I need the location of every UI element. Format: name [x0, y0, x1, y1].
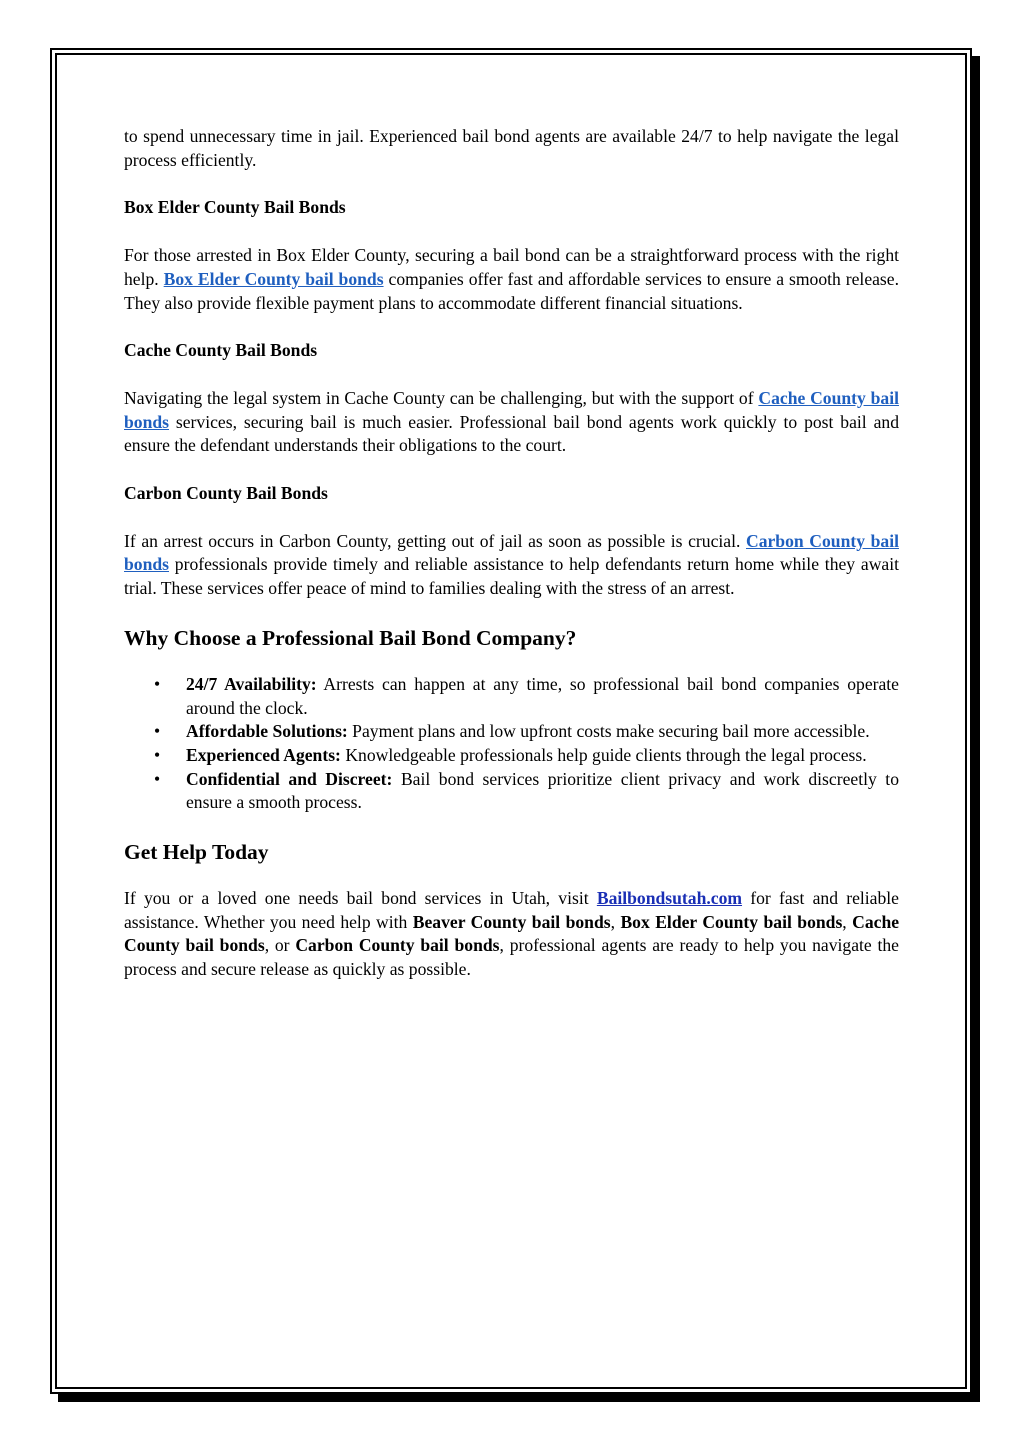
features-list [124, 673, 899, 815]
list-item-text: Bail bond services prioritize client privacy and work discreetly to ensure a smooth process. [186, 768, 899, 813]
carbon-text-after: professionals provide timely and reliable assistance to help defendants return home while they await trial. These services offer peace of mind to families dealing with the stress of an arrest. [124, 554, 899, 599]
carbon-heading: Carbon County Bail Bonds [124, 483, 328, 504]
box-elder-heading: Box Elder County Bail Bonds [124, 197, 346, 218]
document-body [124, 125, 899, 1006]
help-text-5: , or [264, 935, 296, 956]
list-item [124, 673, 899, 720]
bullet-icon: • [154, 768, 161, 789]
list-item-label: Experienced Agents: [186, 744, 341, 765]
cache-heading: Cache County Bail Bonds [124, 340, 318, 361]
intro-text: to spend unnecessary time in jail. Experienced bail bond agents are available 24/7 to help navigate the legal process efficiently. [124, 126, 899, 170]
carbon-county-bold: Carbon County bail bonds [295, 935, 500, 956]
list-item-label: 24/7 Availability: [186, 673, 317, 694]
list-item [124, 768, 899, 815]
box-elder-text-before: For those arrested in Box Elder County, securing a bail bond can be a straightforward process with the right help. [124, 245, 899, 289]
cache-paragraph [124, 387, 899, 458]
help-text-3: , [610, 911, 621, 932]
bullet-icon: • [154, 721, 161, 742]
carbon-bail-bonds-link[interactable]: Carbon County bail bonds [124, 530, 899, 575]
cache-bail-bonds-link[interactable]: Cache County bail bonds [124, 387, 899, 432]
bullet-icon: • [154, 673, 161, 694]
carbon-text-before: If an arrest occurs in Carbon County, getting out of jail as soon as possible is crucial. [124, 530, 746, 551]
get-help-paragraph [124, 887, 899, 982]
help-text-1: If you or a loved one needs bail bond services in Utah, visit [124, 888, 597, 909]
box-elder-bail-bonds-link[interactable]: Box Elder County bail bonds [163, 268, 384, 289]
help-text-2: for fast and reliable assistance. Whether you need help with [124, 888, 899, 932]
cache-text-before: Navigating the legal system in Cache County can be challenging, but with the support of [124, 387, 759, 408]
get-help-heading: Get Help Today [124, 840, 269, 865]
list-item-label: Affordable Solutions: [186, 721, 348, 742]
help-text-6: , professional agents are ready to help you navigate the process and secure release as quickly as possible. [124, 935, 899, 980]
bullet-icon: • [154, 744, 161, 765]
box-elder-county-bold: Box Elder County bail bonds [620, 911, 843, 932]
box-elder-text-after: companies offer fast and affordable services to ensure a smooth release. They also provide flexible payment plans to accommodate different financial situations. [124, 268, 899, 313]
list-item [124, 720, 899, 744]
list-item-label: Confidential and Discreet: [186, 768, 393, 789]
cache-text-after: services, securing bail is much easier. Professional bail bond agents work quickly to post bail and ensure the defendant understands their obligations to the court. [124, 411, 899, 456]
list-item-text: Knowledgeable professionals help guide clients through the legal process. [340, 744, 867, 765]
intro-paragraph [124, 125, 899, 172]
box-elder-paragraph [124, 244, 899, 315]
list-item [124, 744, 899, 768]
why-choose-heading: Why Choose a Professional Bail Bond Company? [124, 625, 577, 650]
cache-county-bold: Cache County bail bonds [124, 911, 900, 956]
bailbondsutah-link[interactable]: Bailbondsutah.com [596, 888, 743, 909]
beaver-county-bold: Beaver County bail bonds [412, 911, 611, 932]
list-item-text: Payment plans and low upfront costs make securing bail more accessible. [347, 721, 870, 742]
carbon-paragraph [124, 530, 899, 601]
list-item-text: Arrests can happen at any time, so professional bail bond companies operate around the clock. [186, 673, 899, 718]
help-text-4: , [842, 911, 853, 932]
